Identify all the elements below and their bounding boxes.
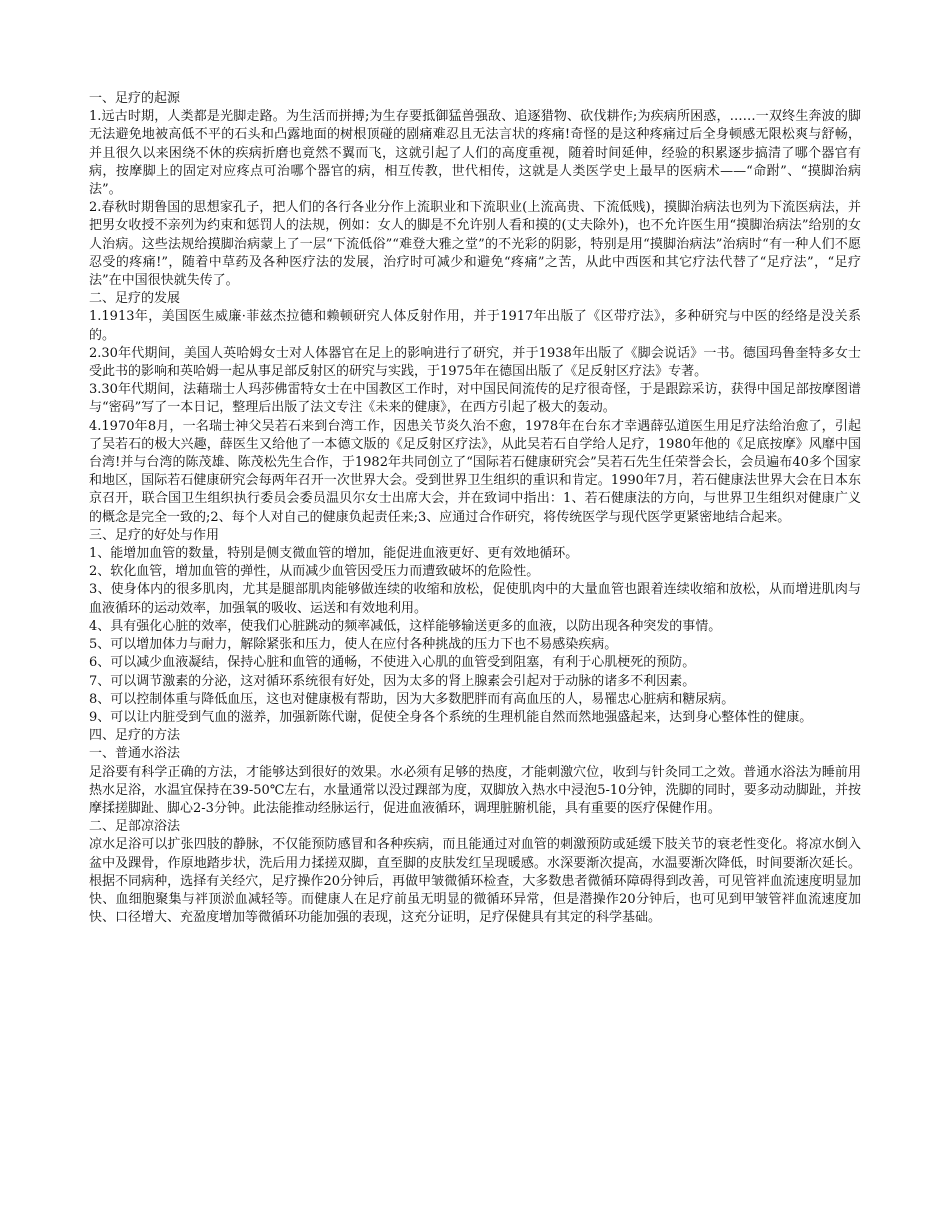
paragraph-development-4: 4.1970年8月，一名瑞士神父吴若石来到台湾工作，因患关节炎久治不愈，1978年在台东才幸遇薛弘道医生用足疗法给治愈了，引起了吴若石的极大兴趣，薛医生又给他了一本德文版的《足反射区疗法》，从此吴若石自学给人足疗，1980年他的《足底按摩》风靡中国台湾!并与台湾的陈茂雄、陈茂松先生合作，于1982年共同创立了“国际若石健康研究会”吴若石先生任荣誉会长，会员遍布40多个国家和地区，国际若石健康研究会每两年召开一次世界大会。受到世界卫生组织的重识和肯定。1990年7月，若石健康法世界大会在日本东京召开，联合国卫生组织执行委员会委员温贝尔女士出席大会，并在致词中指出：1、若石健康法的方向，与世界卫生组织对健康广义的概念是完全一致的;2、每个人对自己的健康负起责任来;3、应通过合作研究，将传统医学与现代医学更紧密地结合起来。	[89, 418, 861, 525]
benefit-item-3: 3、使身体内的很多肌肉，尤其是腿部肌肉能够做连续的收缩和放松，促使肌肉中的大量血管也跟着连续收缩和放松，从而增进肌肉与血液循环的运动效率，加强氧的吸收、运送和有效地利用。	[89, 582, 861, 616]
section-heading-development: 二、足疗的发展	[89, 291, 181, 307]
benefit-item-5: 5、可以增加体力与耐力，解除紧张和压力，使人在应付各种挑战的压力下也不易感染疾病。	[89, 637, 618, 653]
paragraph-cold-bath: 凉水足浴可以扩张四肢的静脉，不仅能预防感冒和各种疾病，而且能通过对血管的刺激预防或延缓下肢关节的衰老性变化。将凉水倒入盆中及踝骨，作原地踏步状，洗后用力揉搓双脚，直至脚的皮肤发红呈现暖感。水深要渐次提高，水温要渐次降低，时间要渐次延长。根据不同病种，选择有关经穴，足疗操作20分钟后，再做甲皱微循环检查，大多数患者微循环障碍得到改善，可见管袢血流速度明显加快、血细胞聚集与袢顶淤血减轻等。而健康人在足疗前虽无明显的微循环异常，但是潜操作20分钟后，也可见到甲皱管袢血流速度加快、口径增大、充盈度增加等微循环功能加强的表现，这充分证明，足疗保健具有其定的科学基础。	[89, 837, 861, 926]
section-heading-benefits: 三、足疗的好处与作用	[89, 527, 220, 543]
benefit-item-6: 6、可以减少血液凝结，保持心脏和血管的通畅，不使进入心肌的血管受到阻塞，有利于心肌梗死的预防。	[89, 655, 696, 671]
section-heading-origin: 一、足疗的起源	[89, 91, 181, 106]
benefit-item-8: 8、可以控制体重与降低血压，这也对健康极有帮助，因为大多数肥胖而有高血压的人，易罹忠心脏病和糖尿病。	[89, 691, 735, 707]
section-heading-methods: 四、足疗的方法	[89, 728, 181, 744]
paragraph-warm-bath: 足浴要有科学正确的方法，才能够达到很好的效果。水必须有足够的热度，才能刺激穴位，收到与针灸同工之效。普通水浴法为睡前用热水足浴，水温宜保持在39-50℃左右，水量通常以没过踝部为度，双脚放入热水中浸泡5-10分钟，洗脚的同时，要多动动脚趾，并按摩揉搓脚趾、脚心2-3分钟。此法能推动经脉运行，促进血液循环，调理脏腑机能，具有重要的医疗保健作用。	[89, 764, 861, 816]
paragraph-development-3: 3.30年代期间，法藉瑞士人玛莎佛雷特女士在中国教区工作时，对中国民间流传的足疗很奇怪，于是跟踪采访，获得中国足部按摩图谱与“密码”写了一本日记，整理后出版了法文专注《未来的健康》，在西方引起了极大的轰动。	[89, 382, 861, 416]
benefit-item-2: 2、软化血管，增加血管的弹性，从而减少血管因受压力而遭致破坏的危险性。	[89, 564, 540, 580]
paragraph-origin-1: 1.远古时期，人类都是光脚走路。为生活而拼搏;为生存要抵御猛兽强敌、追逐猎物、砍伐耕作;为疾病所困惑，……一双终生奔波的脚无法避免地被高低不平的石头和凸露地面的树根顶碰的剧痛难忍且无法言状的疼痛!奇怪的是这种疼痛过后全身顿感无限松爽与舒畅，并且很久以来困绕不休的疾病折磨也竟然不翼而飞，这就引起了人们的高度重视，随着时间延伸，经验的积累逐步搞清了哪个器官有病，按摩脚上的固定对应疼点可治哪个器官的病，相互传教，世代相传，这就是人类医学史上最早的医病术——“命跗”、“摸脚治病法”。	[89, 109, 861, 198]
benefit-item-7: 7、可以调节激素的分泌，这对循环系统很有好处，因为太多的肾上腺素会引起对于动脉的诸多不利因素。	[89, 673, 696, 689]
benefit-item-1: 1、能增加血管的数量，特别是侧支微血管的增加，能促进血液更好、更有效地循环。	[89, 546, 579, 562]
subheading-cold-bath: 二、足部凉浴法	[89, 819, 181, 835]
paragraph-origin-2: 2.春秋时期鲁国的思想家孔子，把人们的各行各业分作上流职业和下流职业(上流高贵、下流低贱)，摸脚治病法也列为下流医病法，并把男女收授不亲列为约束和惩罚人的法规，例如：女人的脚是不允许别人看和摸的(丈夫除外)，也不允许医生用“摸脚治病法”给别的女人治病。这些法规给摸脚治病蒙上了一层“下流低俗”“难登大雅之堂”的不光彩的阴影，特别是用“摸脚治病法”治病时“有一种人们不愿忍受的疼痛!”，随着中草药及各种医疗法的发展，治疗时可减少和避免“疼痛”之苦，从此中西医和其它疗法代替了“足疗法”，“足疗法”在中国很快就失传了。	[89, 200, 861, 289]
document-body	[89, 90, 861, 927]
subheading-warm-bath: 一、普通水浴法	[89, 746, 181, 762]
benefit-item-9: 9、可以让内脏受到气血的滋养，加强新陈代谢，促使全身各个系统的生理机能自然而然地强盛起来，达到身心整体性的健康。	[89, 709, 813, 725]
paragraph-development-2: 2.30年代期间，美国人英哈姆女士对人体器官在足上的影响进行了研究，并于1938年出版了《脚会说话》一书。德国玛鲁奎特多女士受此书的影响和英哈姆一起从事足部反射区的研究与实践，于1975年在德国出版了《足反射区疗法》专著。	[89, 345, 861, 380]
paragraph-development-1: 1.1913年，美国医生威廉·菲兹杰拉德和赖顿研究人体反射作用，并于1917年出版了《区带疗法》，多种研究与中医的经络是没关系的。	[89, 309, 861, 343]
benefit-item-4: 4、具有强化心脏的效率，使我们心脏跳动的频率减低，这样能够输送更多的血液，以防出现各种突发的事情。	[89, 618, 722, 634]
